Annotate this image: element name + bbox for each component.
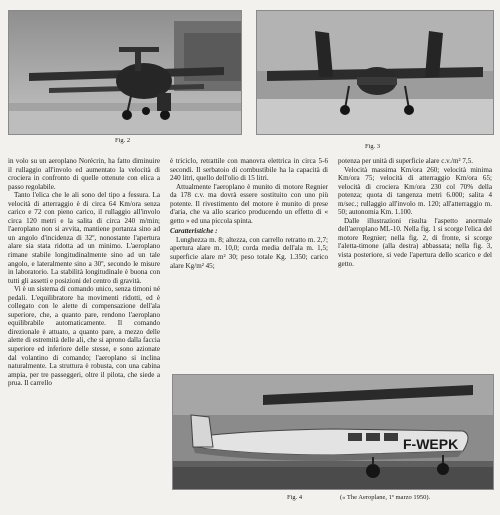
col1-paragraph-2: Tanto l'elica che le ali sono del tipo a fessura. La velocità di atterraggio è di circa 64 Km/ora senza carico e 72 con pieno carico, il rullaggio all'involo circa 120 metri e la salita di circa 240 m/min; l'aeroplano non si avvita, mantiene portanza sino ad un angolo d'incidenza di 32º, nonostante l'apertura alare sia stata ridotta ad un minimo. L'aeroplano rimane stabile longitudinalmente sino ad un tale angolo, e lateralmente sino a 30º, secondo le misure in laboratorio. La stabilità longitudinale è buona con tutti gli assetti e posizioni del centro di gravità. <box>8 191 160 285</box>
col1-paragraph-1: in volo su un aeroplano Norécrin, ha fatto diminuire il rullaggio all'involo ed aumentato la velocità di crociera in confronto di quelle ottenute con elica a passo regolabile. <box>8 157 160 191</box>
figure-4-caption: Fig. 4 <box>287 494 303 501</box>
col2-paragraph-2: Attualmente l'aeroplano è munito di motore Regnier da 178 c.v. ma dovrà essere sostituito con uno più potente. Il rivestimento del motore è munito di prese d'aria, che va allo scarico producendo un effetto di « getto » ed una piccola spinta. <box>170 182 328 225</box>
figure-3-caption: Fig. 3 <box>365 143 381 150</box>
article-column-2 <box>170 157 328 270</box>
aircraft-side-photo <box>173 375 493 489</box>
col1-paragraph-3: Vi è un sistema di comando unico, senza timoni né pedali. L'equilibratore ha movimenti ridotti, ed è collegato con le alette di compensazione dell'ala superiore, che, a quanto pare, rendono l'aeroplano equilibrabile automaticamente. Il comando direzionale è attuato, a quanto pare, a mezzo delle alette di estremità delle ali, che si aprono dalla faccia superiore ed inferiore delle stesse, e sono azionate dal volantino di comando; l'aeroplano si inclina naturalmente. La struttura è robusta, con una cabina ampia, per tre passeggeri, oltre il pilota, che siede a prua. Il carrello <box>8 285 160 388</box>
aircraft-registration: F-WEPK <box>403 436 459 452</box>
figure-4-photo <box>172 374 494 490</box>
col2-paragraph-1: è triciclo, retrattile con manovra elettrica in circa 5-6 secondi. Il serbatoio di combustibile ha la capacità di 240 litri, quello dell'olio di 15 litri. <box>170 157 328 183</box>
col3-paragraph-1: potenza per unità di superficie alare c.v./m² 7,5. <box>338 157 474 165</box>
aircraft-front-photo <box>9 11 241 134</box>
article-column-1 <box>8 157 160 388</box>
figure-3-photo <box>256 10 494 135</box>
specs-subtitle: Caratteristiche : <box>170 227 218 236</box>
figure-4-source: (« The Aeroplane, 1º marzo 1950). <box>340 494 431 501</box>
article-column-3 <box>338 157 492 268</box>
aircraft-rear-photo <box>257 11 493 134</box>
figure-2-photo <box>8 10 242 135</box>
figure-2-caption: Fig. 2 <box>115 137 131 144</box>
col3-paragraph-3: Dalle illustrazioni risulta l'aspetto anormale dell'aeroplano ML-10. Nella fig. 1 si scorge l'elica del motore Regnier; nella fig. 2, di fronte, si scorge l'aletta-timone (alla destra) abbassata; nella fig. 3, vista posteriore, si vede l'apertura dello scarico e del getto. <box>338 216 492 268</box>
specs-text: Lunghezza m. 8; altezza, con carrello retratto m. 2,7; apertura alare m. 10,0; corda media dell'ala m. 1,5; superficie alare m² 30; peso totale Kg. 1.350; carico alare Kg/m² 45; <box>170 235 328 270</box>
col3-paragraph-2: Velocità massima Km/ora 260; velocità minima Km/ora 75; velocità di atterraggio Km/ora 65; velocità di crociera Km/ora 230 col 70% della potenza; quota di tangenza metri 6.000; salita 4 m/sec.; rullaggio all'involo m. 120; all'atterraggio m. 50; autonomia Km. 1.100. <box>338 165 492 217</box>
